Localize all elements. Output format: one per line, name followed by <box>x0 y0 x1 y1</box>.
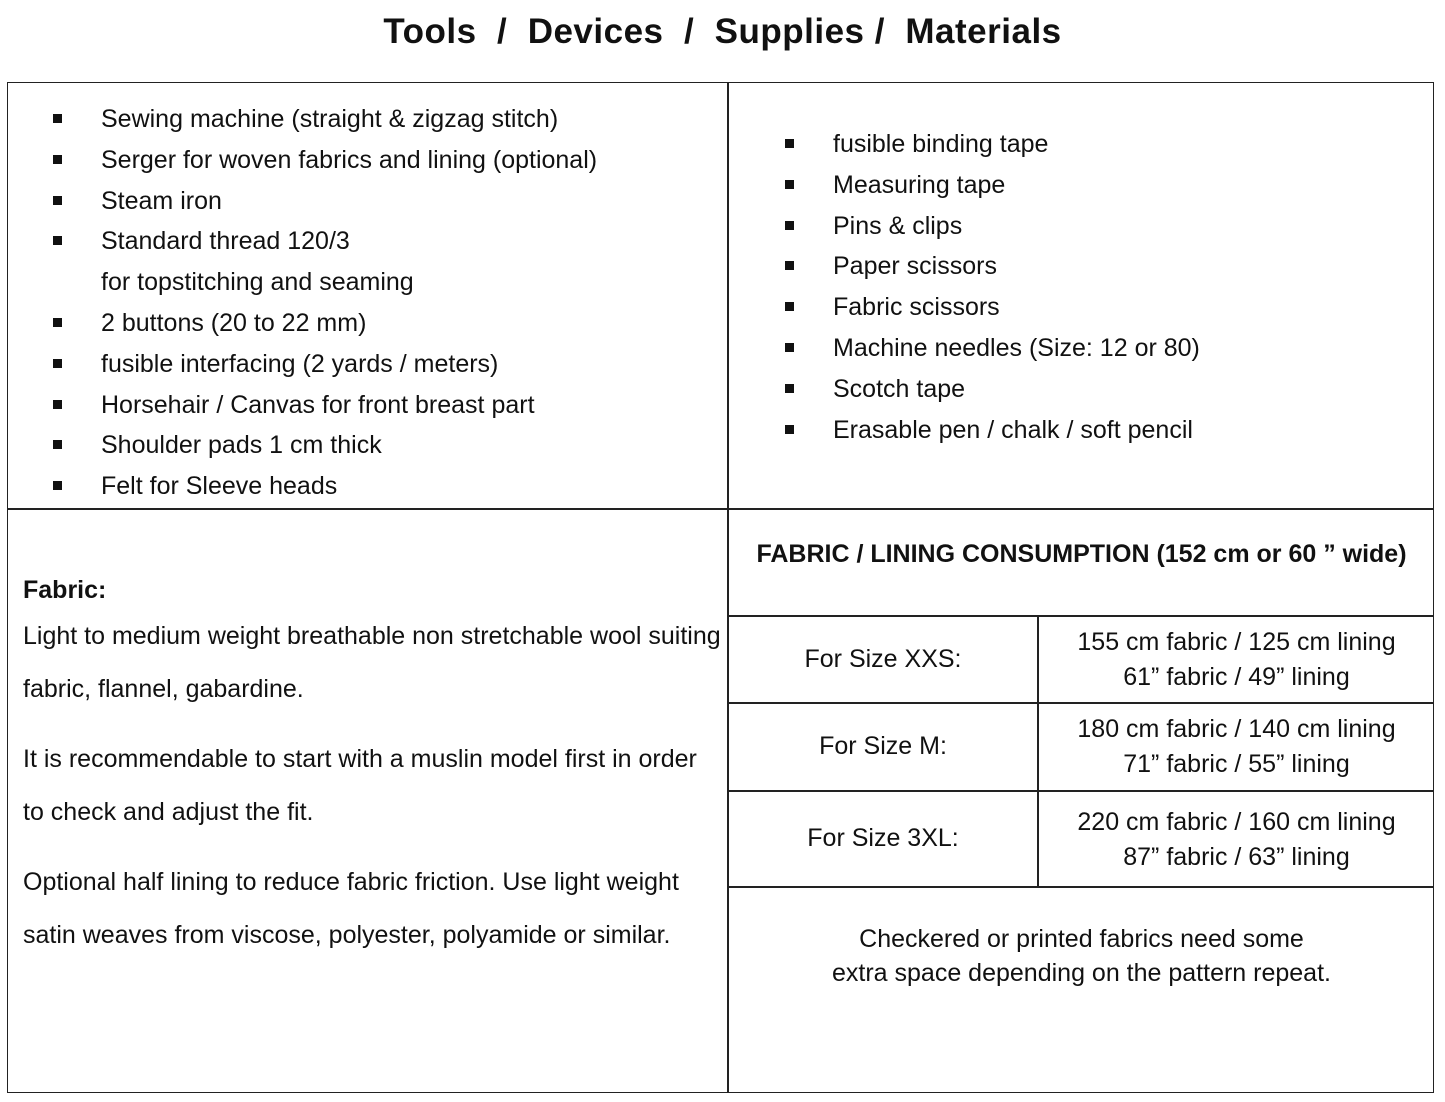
list-item <box>53 466 597 507</box>
list-item-text: Felt for Sleeve heads <box>101 472 338 501</box>
bullet-icon <box>53 400 62 409</box>
tools-list-left <box>53 99 597 507</box>
list-item <box>53 99 597 140</box>
bullet-icon <box>53 318 62 327</box>
list-item <box>785 328 1200 369</box>
bullet-icon <box>785 425 794 434</box>
list-item-text: Shoulder pads 1 cm thick <box>101 431 382 460</box>
row-divider <box>7 508 1434 510</box>
list-item-text: 2 buttons (20 to 22 mm) <box>101 308 367 337</box>
list-item <box>53 221 597 303</box>
list-item <box>785 165 1200 206</box>
size-label-3xl: For Size 3XL: <box>807 824 959 852</box>
list-item-text: fusible interfacing (2 yards / meters) <box>101 349 499 378</box>
bullet-icon <box>785 180 794 189</box>
bullet-icon <box>785 261 794 270</box>
list-item <box>785 246 1200 287</box>
list-item-text: Serger for woven fabrics and lining (optional) <box>101 145 598 174</box>
size-value-xxs <box>1039 625 1434 695</box>
page-title: Tools / Devices / Supplies / Materials <box>383 12 1062 51</box>
imperial-amount: 87” fabric / 63” lining <box>1123 843 1350 871</box>
imperial-amount: 61” fabric / 49” lining <box>1123 663 1350 691</box>
list-item-text: Horsehair / Canvas for front breast part <box>101 390 535 419</box>
bullet-icon <box>785 221 794 230</box>
size-label-m: For Size M: <box>819 732 947 760</box>
list-item-text: Standard thread 120/3 <box>101 227 350 256</box>
bullet-icon <box>53 481 62 490</box>
table-rule <box>727 790 1434 792</box>
list-item-continuation: for topstitching and seaming <box>101 268 414 297</box>
bullet-icon <box>53 196 62 205</box>
list-item-text: fusible binding tape <box>833 130 1049 158</box>
list-item-text: Fabric scissors <box>833 293 1000 322</box>
list-item <box>785 410 1200 451</box>
tools-list-right <box>785 124 1200 450</box>
list-item <box>53 425 597 466</box>
list-item-text: Erasable pen / chalk / soft pencil <box>833 415 1193 444</box>
list-item <box>53 181 597 222</box>
consumption-heading: FABRIC / LINING CONSUMPTION (152 cm or 60 ” wide) <box>756 540 1407 568</box>
list-item <box>53 303 597 344</box>
size-value-3xl <box>1039 805 1434 875</box>
bullet-icon <box>53 114 62 123</box>
pattern-repeat-note <box>729 922 1434 990</box>
list-item-text: Scotch tape <box>833 374 966 403</box>
list-item-text: Measuring tape <box>833 170 1006 199</box>
size-label-xxs: For Size XXS: <box>804 645 962 673</box>
metric-amount: 155 cm fabric / 125 cm lining <box>1077 628 1396 656</box>
list-item <box>785 124 1200 165</box>
bullet-icon <box>53 155 62 164</box>
imperial-amount: 71” fabric / 55” lining <box>1123 750 1350 778</box>
list-item-text: Steam iron <box>101 186 222 215</box>
bullet-icon <box>785 384 794 393</box>
table-rule <box>727 886 1434 888</box>
fabric-description: Light to medium weight breathable non stretchable wool suiting fabric, flannel, gabardine. <box>23 622 721 703</box>
list-item-text: Paper scissors <box>833 252 997 281</box>
size-value-m <box>1039 712 1434 782</box>
bullet-icon <box>785 139 794 148</box>
bullet-icon <box>53 440 62 449</box>
list-item <box>785 206 1200 247</box>
list-item-text: Pins & clips <box>833 211 963 240</box>
metric-amount: 180 cm fabric / 140 cm lining <box>1077 715 1396 743</box>
list-item <box>785 369 1200 410</box>
list-item <box>53 344 597 385</box>
bullet-icon <box>53 359 62 368</box>
muslin-recommendation: It is recommendable to start with a muslin model first in order to check and adjust the fit. <box>23 745 697 826</box>
note-line: extra space depending on the pattern repeat. <box>832 959 1331 987</box>
metric-amount: 220 cm fabric / 160 cm lining <box>1077 808 1396 836</box>
fabric-heading: Fabric: <box>23 576 107 604</box>
list-item <box>53 140 597 181</box>
bullet-icon <box>785 302 794 311</box>
bullet-icon <box>785 343 794 352</box>
table-rule <box>727 615 1434 617</box>
list-item-text: Sewing machine (straight & zigzag stitch) <box>101 105 559 133</box>
note-line: Checkered or printed fabrics need some <box>859 925 1304 953</box>
bullet-icon <box>53 236 62 245</box>
list-item <box>53 385 597 426</box>
list-item-text: Machine needles (Size: 12 or 80) <box>833 333 1200 362</box>
list-item <box>785 287 1200 328</box>
lining-note: Optional half lining to reduce fabric friction. Use light weight satin weaves from viscose, polyester, polyamide or similar. <box>23 868 679 949</box>
table-rule <box>727 702 1434 704</box>
fabric-section <box>23 570 723 962</box>
